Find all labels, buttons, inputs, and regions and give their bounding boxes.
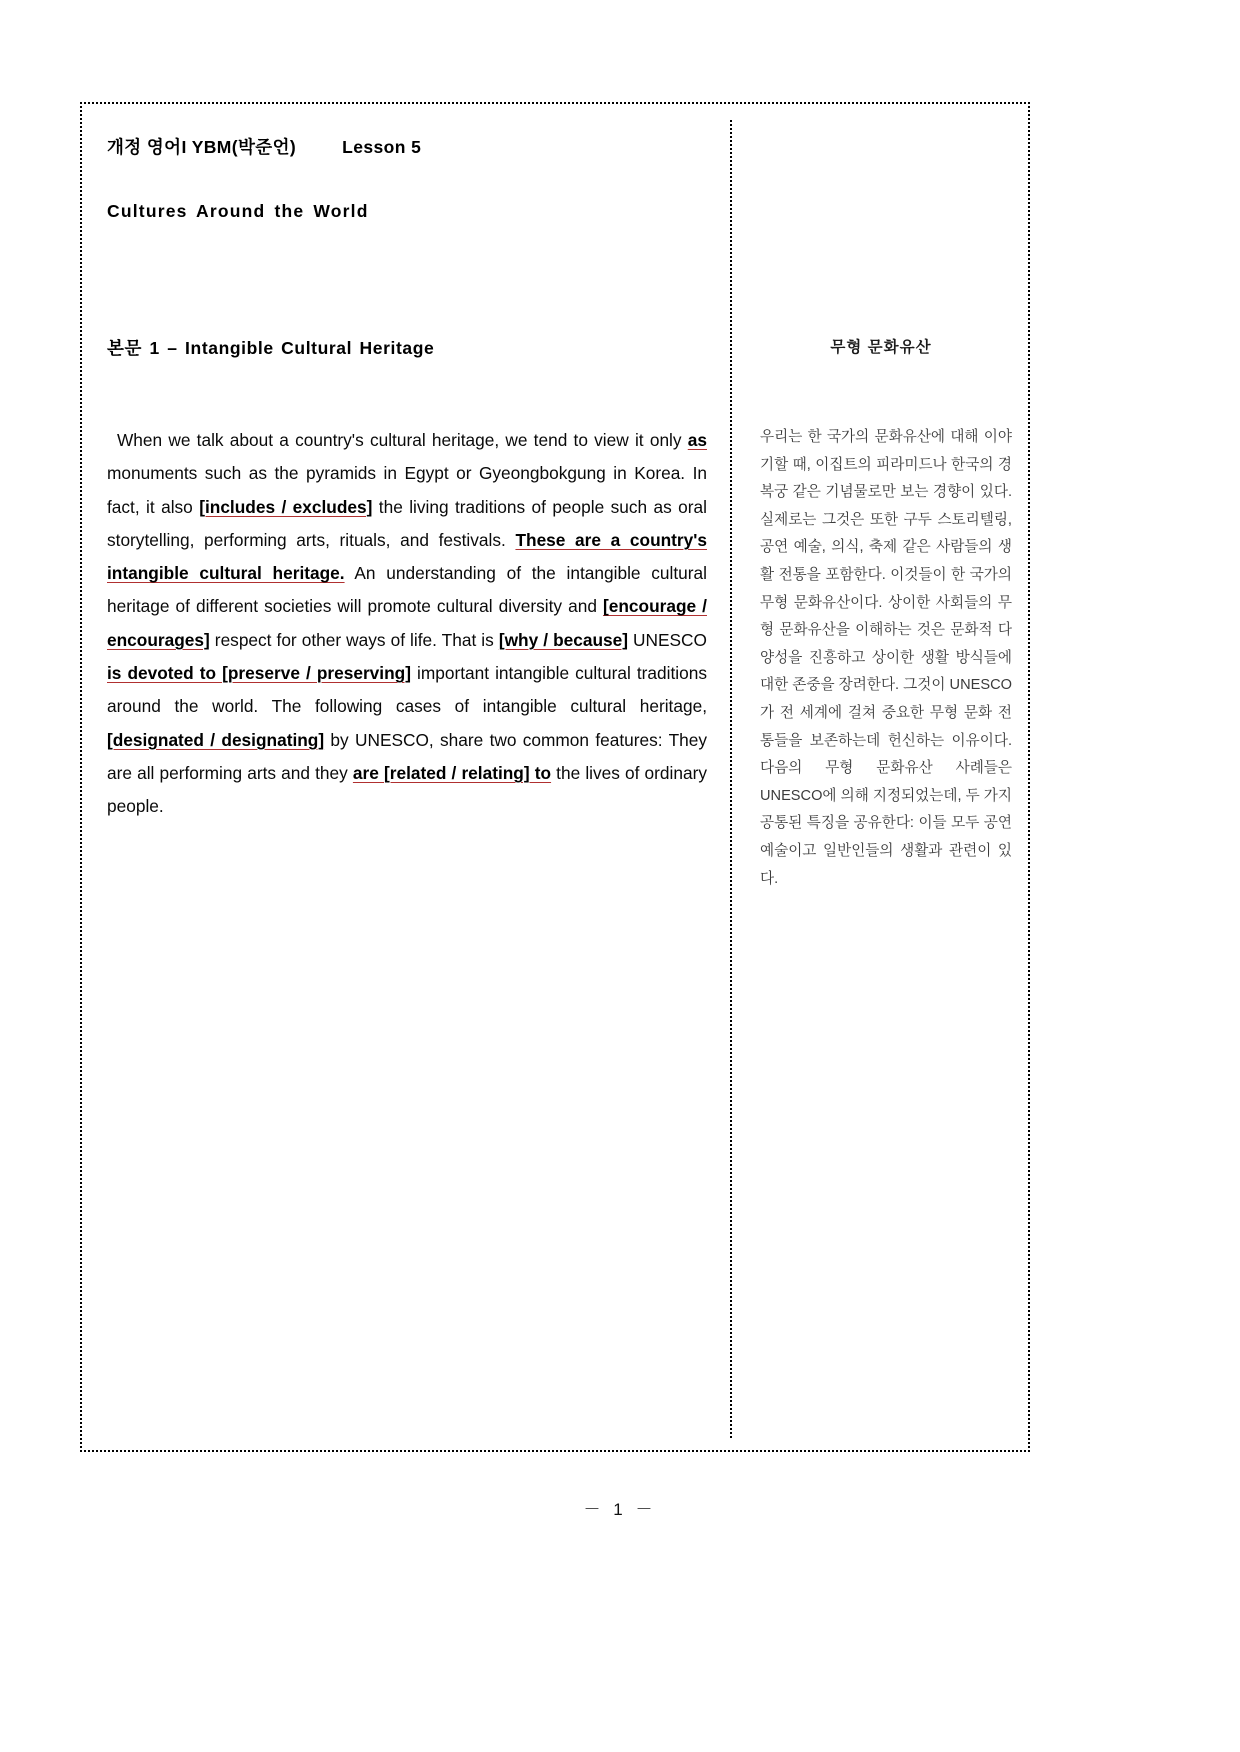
page-number-footer: － 1 － <box>583 1500 657 1519</box>
textbook-label: 개정 영어I YBM(박준언) <box>107 137 297 157</box>
section-heading-korean: 무형 문화유산 <box>830 339 932 356</box>
answer-choice-preserve-preserving[interactable]: is devoted to [preserve / preserving] <box>107 663 411 684</box>
unit-title: Cultures Around the World <box>107 201 369 221</box>
passage-seg-6: UNESCO <box>628 629 707 650</box>
header-line <box>107 134 421 159</box>
passage-seg-9: the lives of ordinary people. <box>107 762 707 817</box>
english-passage <box>107 424 707 824</box>
section-heading-english: 본문 1 – Intangible Cultural Heritage <box>107 338 435 358</box>
answer-choice-these-are[interactable]: These are a country's intangible cultural heritage. <box>107 529 707 584</box>
passage-seg-4: An understanding of the intangible cultural heritage of different societies will promote cultural diversity and <box>107 563 707 617</box>
passage-seg-8: by UNESCO, share two common features: They are all performing arts and they <box>107 729 707 783</box>
answer-choice-related-relating[interactable]: are [related / relating] to <box>352 762 552 783</box>
answer-choice-encourage-encourages[interactable]: [encourage / encourages] <box>107 596 707 650</box>
answer-choice-as[interactable]: as <box>687 430 707 450</box>
korean-translation: 우리는 한 국가의 문화유산에 대해 이야기할 때, 이집트의 피라미드나 한국의 경복궁 같은 기념물로만 보는 경향이 있다. 실제로는 그것은 또한 구두 스토리텔링, 공연 예술, 의식, 축제 같은 사람들의 생활 전통을 포함한다. 이것들이 한 국가의 무형 문화유산이다. 상이한 사회들의 무형 문화유산을 이해하는 것은 문화적 다양성을 진흥하고 상이한 생활 방식들에 대한 존중을 장려한다. 그것이 UNESCO가 전 세계에 걸쳐 중요한 무형 문화 전통들을 보존하는데 헌신하는 이유이다. 다음의 무형 문화유산 사례들은 UNESCO에 의해 지정되었는데, 두 가지 공통된 특징을 공유한다: 이들 모두 공연예술이고 일반인들의 생활과 관련이 있다. <box>760 429 1012 887</box>
lesson-label: Lesson 5 <box>342 137 422 157</box>
passage-seg-2: monuments such as the pyramids in Egypt or Gyeongbokgung in Korea. In fact, it also <box>107 463 707 517</box>
answer-choice-why-because[interactable]: [why / because] <box>498 629 628 650</box>
passage-seg-1: When we talk about a country's cultural heritage, we tend to view it only <box>117 430 688 450</box>
answer-choice-designated-designating[interactable]: [designated / designating] <box>107 729 325 750</box>
passage-seg-3: the living traditions of people such as oral storytelling, performing arts, rituals, and festivals. <box>107 496 707 550</box>
passage-seg-5: respect for other ways of life. That is <box>209 629 499 650</box>
passage-seg-7: important intangible cultural traditions around the world. The following cases of intangible cultural heritage, <box>107 663 707 717</box>
column-divider <box>730 120 732 1438</box>
answer-choice-includes-excludes[interactable]: [includes / excludes] <box>199 496 373 517</box>
content-frame <box>80 102 1030 1452</box>
